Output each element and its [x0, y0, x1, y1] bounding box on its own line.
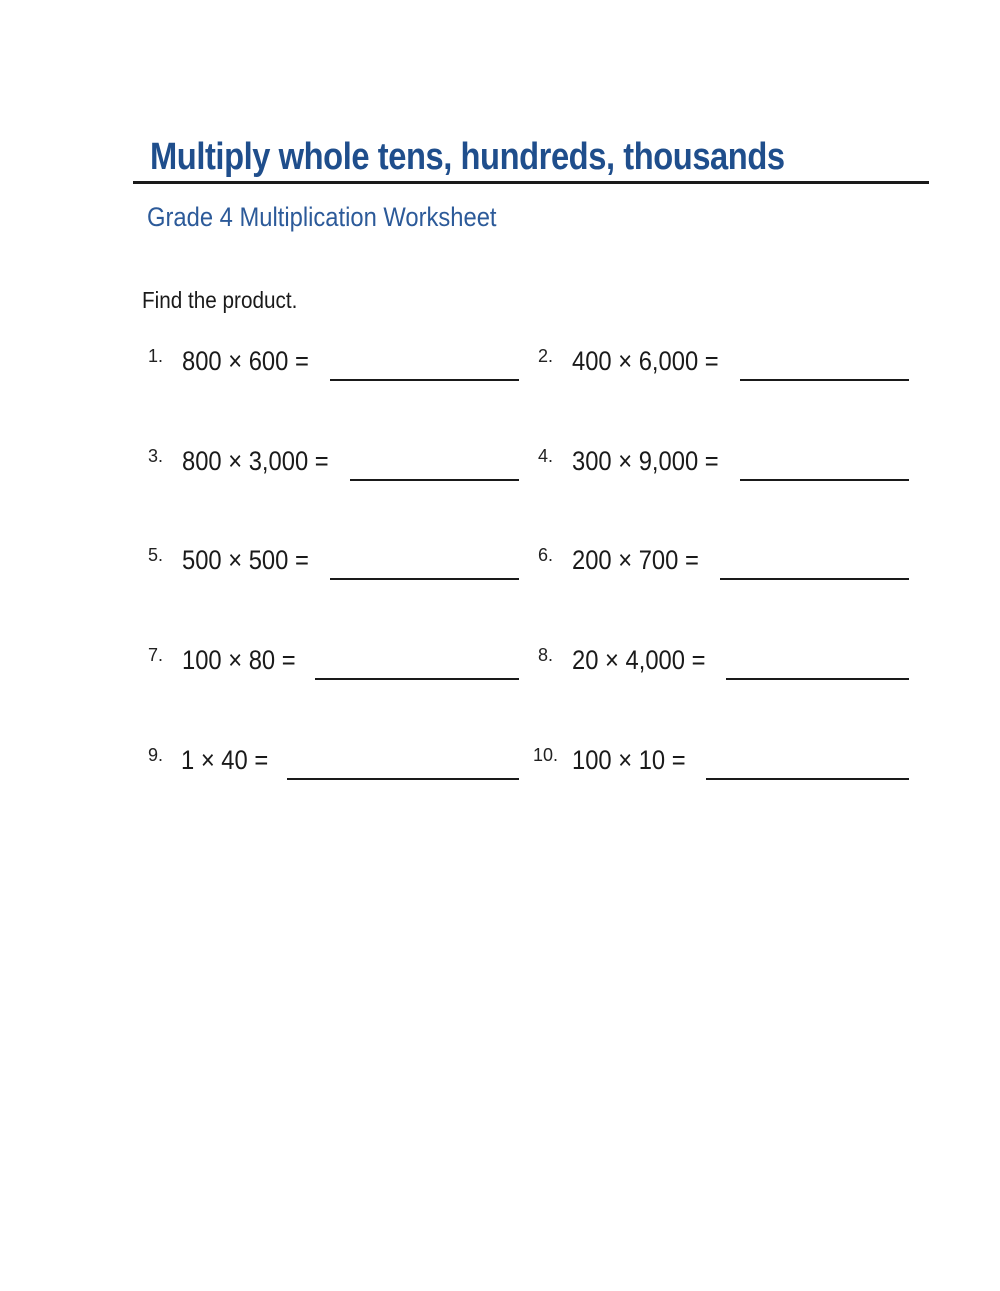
problem-expression: 300 × 9,000 = — [572, 446, 719, 476]
answer-blank[interactable] — [330, 578, 519, 580]
problem-1 — [148, 346, 520, 386]
problem-expression: 100 × 80 = — [182, 645, 296, 675]
problem-8 — [538, 645, 910, 685]
problem-expression: 200 × 700 = — [572, 545, 699, 575]
answer-blank[interactable] — [726, 678, 909, 680]
problem-5 — [148, 545, 520, 585]
problem-number: 8. — [538, 645, 554, 665]
problem-expression: 800 × 600 = — [182, 346, 309, 376]
answer-blank[interactable] — [720, 578, 909, 580]
problem-number: 4. — [538, 446, 554, 466]
worksheet-subtitle: Grade 4 Multiplication Worksheet — [147, 202, 497, 232]
problem-number: 10. — [533, 745, 559, 765]
problem-9 — [148, 745, 520, 785]
answer-blank[interactable] — [315, 678, 519, 680]
answer-blank[interactable] — [740, 379, 909, 381]
answer-blank[interactable] — [287, 778, 519, 780]
answer-blank[interactable] — [330, 379, 519, 381]
problem-10 — [533, 745, 910, 785]
problem-7 — [148, 645, 520, 685]
answer-blank[interactable] — [706, 778, 909, 780]
problem-expression: 500 × 500 = — [182, 545, 309, 575]
problem-number: 7. — [148, 645, 164, 665]
problem-3 — [148, 446, 520, 486]
problem-expression: 1 × 40 = — [181, 745, 269, 775]
problem-number: 5. — [148, 545, 164, 565]
problem-number: 6. — [538, 545, 554, 565]
problem-6 — [538, 545, 910, 585]
answer-blank[interactable] — [350, 479, 519, 481]
instructions-text: Find the product. — [142, 287, 298, 313]
page-title: Multiply whole tens, hundreds, thousands — [150, 136, 785, 178]
problem-expression: 100 × 10 = — [572, 745, 686, 775]
problem-number: 2. — [538, 346, 554, 366]
answer-blank[interactable] — [740, 479, 909, 481]
problem-expression: 800 × 3,000 = — [182, 446, 329, 476]
problem-number: 1. — [148, 346, 164, 366]
problem-4 — [538, 446, 910, 486]
problem-number: 3. — [148, 446, 164, 466]
problem-expression: 20 × 4,000 = — [572, 645, 706, 675]
title-divider — [133, 181, 929, 184]
problem-number: 9. — [148, 745, 164, 765]
problem-expression: 400 × 6,000 = — [572, 346, 719, 376]
problem-2 — [538, 346, 910, 386]
